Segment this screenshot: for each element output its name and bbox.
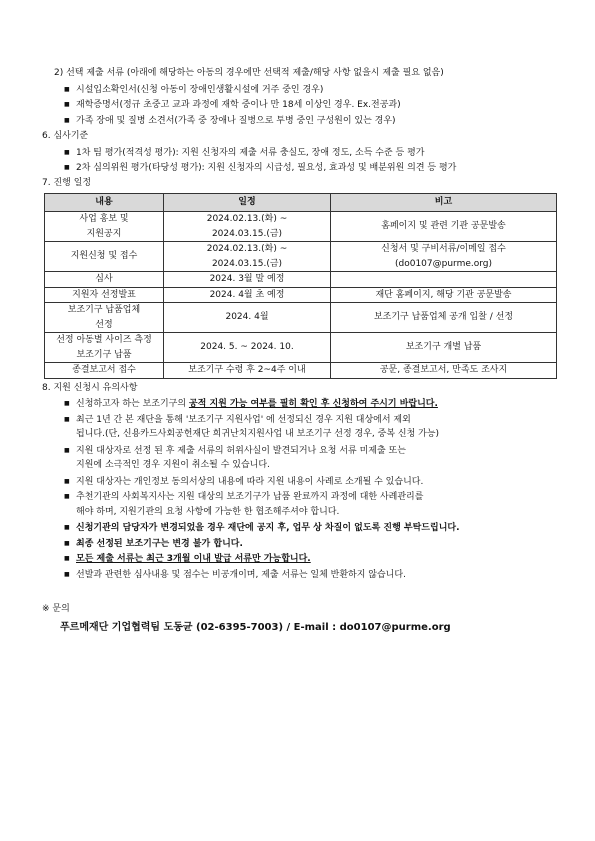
cell-line: 2024.03.15.(금) <box>211 228 283 239</box>
list-item: ■ 2차 심의위원 평가(타당성 평가): 지원 신청자의 시급성, 필요성, 효과성 및 배분위원 의견 등 평가 <box>42 160 557 176</box>
schedule-heading: 7. 진행 일정 <box>42 177 92 188</box>
bullet-icon: ■ <box>64 524 70 531</box>
review-criteria-heading: 6. 심사기준 <box>42 131 89 141</box>
optional-docs-heading: 2) 선택 제출 서류 (아래에 해당하는 아동의 경우에만 선택적 제출/해당 사항 없을시 제출 필요 없음) <box>54 68 444 78</box>
schedule-table-body <box>45 212 557 379</box>
cell-line: 2024. 5. ~ 2024. 10. <box>200 342 294 353</box>
list-item: ■ 1차 팀 평가(적격성 평가): 지원 신청자의 제출 서류 충실도, 장애 정도, 소득 수준 등 평가 <box>42 145 557 161</box>
cell-line: 지원신청 및 접수 <box>70 251 138 262</box>
table-header-row <box>45 194 557 212</box>
cell-line: 심사 <box>95 274 113 284</box>
bullet-icon: ■ <box>64 116 70 124</box>
bullet-icon: ■ <box>64 148 70 156</box>
table-row <box>45 303 557 333</box>
column-header: 일정 <box>164 194 331 212</box>
bullet-icon: ■ <box>64 446 70 454</box>
table-cell-note <box>331 272 557 288</box>
list-item: ■ 지원 대상자로 선정 된 후 제출 서류의 허위사실이 발견되거나 요청 서류 미제출 또는 지원에 소극적인 경우 지원이 취소될 수 있습니다. <box>42 443 557 474</box>
cell-line: 선정 아동별 사이즈 측정 <box>56 335 152 345</box>
table-row <box>45 287 557 303</box>
optional-docs-list <box>42 82 557 129</box>
table-cell-date <box>164 363 331 379</box>
cell-line: 신청서 및 구비서류/이메일 접수 <box>381 244 506 254</box>
cell-line: 재단 홈페이지, 해당 기관 공문발송 <box>375 289 512 300</box>
cell-line: 보조기구 납품 <box>76 349 132 360</box>
cell-line: 홈페이지 및 관련 기관 공문발송 <box>381 221 506 232</box>
schedule-table <box>44 193 557 379</box>
list-item: ■ 최근 1년 간 본 재단을 통해 '보조기구 지원사업' 에 선정되신 경우 지원 대상에서 제외 됩니다.(단, 신용카드사회공헌재단 희귀난치지원사업 내 보조기구 선정 경우, 중복 신청 가능) <box>42 412 557 443</box>
table-cell-content <box>45 212 164 242</box>
cell-line: 2024. 4월 초 예정 <box>209 289 285 300</box>
table-cell-content <box>45 272 164 288</box>
list-item: ■ 재학증명서(정규 초중고 교과 과정에 재학 중이나 만 18세 이상인 경우. Ex.전공과) <box>42 97 557 113</box>
table-cell-date <box>164 333 331 363</box>
table-cell-note <box>331 242 557 272</box>
cell-line: 보조기구 납품업체 공개 입찰 / 선정 <box>373 312 514 323</box>
column-header: 내용 <box>45 194 164 212</box>
column-header: 비고 <box>331 194 557 212</box>
bullet-icon: ■ <box>64 101 70 108</box>
cell-line: 2024.02.13.(화) ~ <box>206 214 288 224</box>
table-cell-note <box>331 287 557 303</box>
table-cell-content <box>45 363 164 379</box>
cell-line: 선정 <box>95 319 113 330</box>
inquiry-heading: ※ 문의 <box>42 604 70 614</box>
bullet-icon: ■ <box>64 493 70 500</box>
list-item: ■ 가족 장애 및 질병 소견서(가족 중 장애나 질병으로 투병 중인 구성원이 있는 경우) <box>42 113 557 129</box>
cell-line: 사업 홍보 및 <box>79 214 129 224</box>
document-page <box>42 66 557 635</box>
bullet-icon: ■ <box>64 539 70 547</box>
cell-line: 2024.02.13.(화) ~ <box>206 244 288 254</box>
bullet-icon: ■ <box>64 555 70 562</box>
table-row <box>45 242 557 272</box>
table-cell-date <box>164 272 331 288</box>
list-item: ■ 선발과 관련한 심사내용 및 점수는 비공개이며, 제출 서류는 일체 반환하지 않습니다. <box>42 567 557 583</box>
list-item: ■ 신청하고자 하는 보조기구의 공적 지원 가능 여부를 필히 확인 후 신청하여 주시기 바랍니다. <box>42 396 557 412</box>
cell-line: 2024. 4월 <box>225 312 269 323</box>
table-cell-date <box>164 287 331 303</box>
list-item: ■ 신청기관의 담당자가 변경되었을 경우 재단에 공지 후, 업무 상 차질이 없도록 진행 부탁드립니다. <box>42 520 557 536</box>
bullet-icon: ■ <box>64 400 70 407</box>
cell-line: (do0107@purme.org) <box>394 258 493 269</box>
bullet-icon: ■ <box>64 570 70 578</box>
cell-line: 보조기구 개별 납품 <box>405 342 482 353</box>
table-cell-date <box>164 242 331 272</box>
table-row <box>45 363 557 379</box>
bullet-icon: ■ <box>64 477 70 485</box>
table-cell-date <box>164 212 331 242</box>
cell-line: 공문, 종결보고서, 만족도 조사지 <box>379 365 508 375</box>
table-cell-content <box>45 242 164 272</box>
cell-line: 종결보고서 접수 <box>72 365 136 375</box>
cell-line: 지원공지 <box>86 228 122 239</box>
table-row <box>45 333 557 363</box>
bullet-icon: ■ <box>64 85 70 93</box>
table-cell-content <box>45 333 164 363</box>
cell-line: 2024. 3월 말 예정 <box>209 274 285 284</box>
cell-line: 보조기구 수령 후 2~4주 이내 <box>188 365 306 375</box>
list-item: ■ 추천기관의 사회복지사는 지원 대상의 보조기구가 납품 완료까지 과정에 대한 사례관리를 해야 하며, 지원기관의 요청 사항에 가능한 한 협조해주셔야 합니다. <box>42 489 557 520</box>
table-cell-content <box>45 287 164 303</box>
bullet-icon: ■ <box>64 415 70 423</box>
cell-line <box>334 272 553 287</box>
list-item: ■ 시설입소확인서(신청 아동이 장애인생활시설에 거주 중인 경우) <box>42 82 557 98</box>
list-item: ■ 최종 선정된 보조기구는 변경 불가 합니다. <box>42 536 557 552</box>
table-row <box>45 212 557 242</box>
table-cell-note <box>331 363 557 379</box>
emphasis-text: 공적 지원 가능 여부를 필히 확인 후 신청하여 주시기 바랍니다. <box>188 399 438 409</box>
table-cell-note <box>331 212 557 242</box>
bullet-icon: ■ <box>64 164 70 171</box>
table-cell-date <box>164 303 331 333</box>
cell-line: 2024.03.15.(금) <box>211 258 283 269</box>
contact-info: 푸르메재단 기업협력팀 도동균 (02-6395-7003) / E-mail : do0107@purme.org <box>60 621 451 633</box>
list-item: ■ 모든 제출 서류는 최근 3개월 이내 발급 서류만 가능합니다. <box>42 551 557 567</box>
table-cell-note <box>331 333 557 363</box>
list-item: ■ 지원 대상자는 개인정보 동의서상의 내용에 따라 지원 내용이 사례로 소개될 수 있습니다. <box>42 474 557 490</box>
table-cell-note <box>331 303 557 333</box>
cell-line: 보조기구 납품업체 <box>67 305 141 315</box>
notes-heading: 8. 지원 신청시 유의사항 <box>42 382 138 393</box>
table-row <box>45 272 557 288</box>
table-cell-content <box>45 303 164 333</box>
cell-line: 지원자 선정발표 <box>72 289 136 300</box>
notes-list <box>42 396 557 582</box>
